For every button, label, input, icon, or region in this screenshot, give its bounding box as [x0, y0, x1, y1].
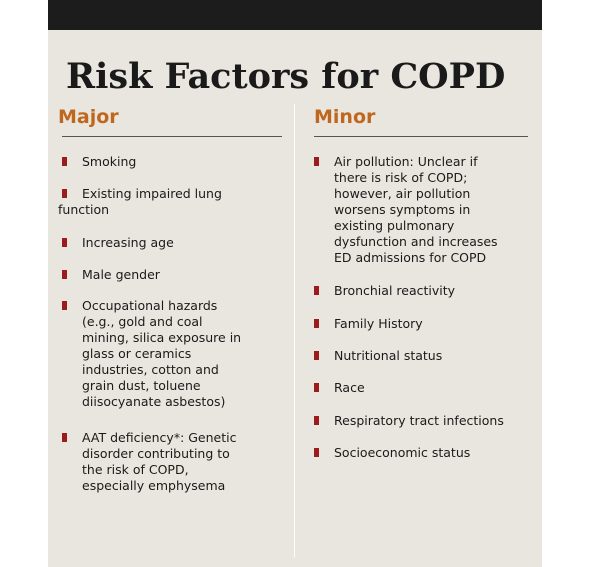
list-item: Existing impaired lung function [58, 186, 222, 217]
list-item: Air pollution: Unclear if there is risk of COPD; however, air pollution worsens symptoms in existing pulmonary dysfunction and increases ED admissions for COPD [314, 154, 524, 266]
list-item: Male gender [58, 267, 258, 283]
list-item: Socioeconomic status [314, 445, 524, 461]
top-bar [48, 0, 542, 30]
list-item: Race [314, 380, 524, 396]
list-item: Family History [314, 316, 524, 332]
bullet-icon [62, 433, 67, 442]
bullet-icon [62, 238, 67, 247]
bullet-icon [314, 157, 319, 166]
list-item: AAT deficiency*: Genetic disorder contributing to the risk of COPD, especially emphysema [58, 430, 258, 494]
bullet-icon [62, 189, 67, 198]
list-item: Occupational hazards (e.g., gold and coal mining, silica exposure in glass or ceramics industries, cotton and grain dust, toluene diisocyanate asbestos) [58, 298, 258, 410]
column-divider [294, 104, 295, 557]
list-item: Bronchial reactivity [314, 283, 524, 299]
list-item: Respiratory tract infections [314, 413, 524, 429]
page-title: Risk Factors for COPD [66, 56, 506, 97]
bullet-icon [314, 448, 319, 457]
major-heading: Major [58, 106, 119, 128]
list-item: Increasing age [58, 235, 258, 251]
major-heading-rule [62, 136, 282, 137]
bullet-icon [62, 270, 67, 279]
bullet-icon [314, 286, 319, 295]
major-column [58, 102, 278, 493]
list-item: Smoking [58, 154, 258, 170]
bullet-icon [314, 383, 319, 392]
minor-heading: Minor [314, 106, 376, 128]
bullet-icon [62, 301, 67, 310]
bullet-icon [62, 157, 67, 166]
bullet-icon [314, 416, 319, 425]
bullet-icon [314, 351, 319, 360]
minor-column [314, 102, 530, 460]
list-item: Nutritional status [314, 348, 524, 364]
bullet-icon [314, 319, 319, 328]
minor-heading-rule [314, 136, 528, 137]
